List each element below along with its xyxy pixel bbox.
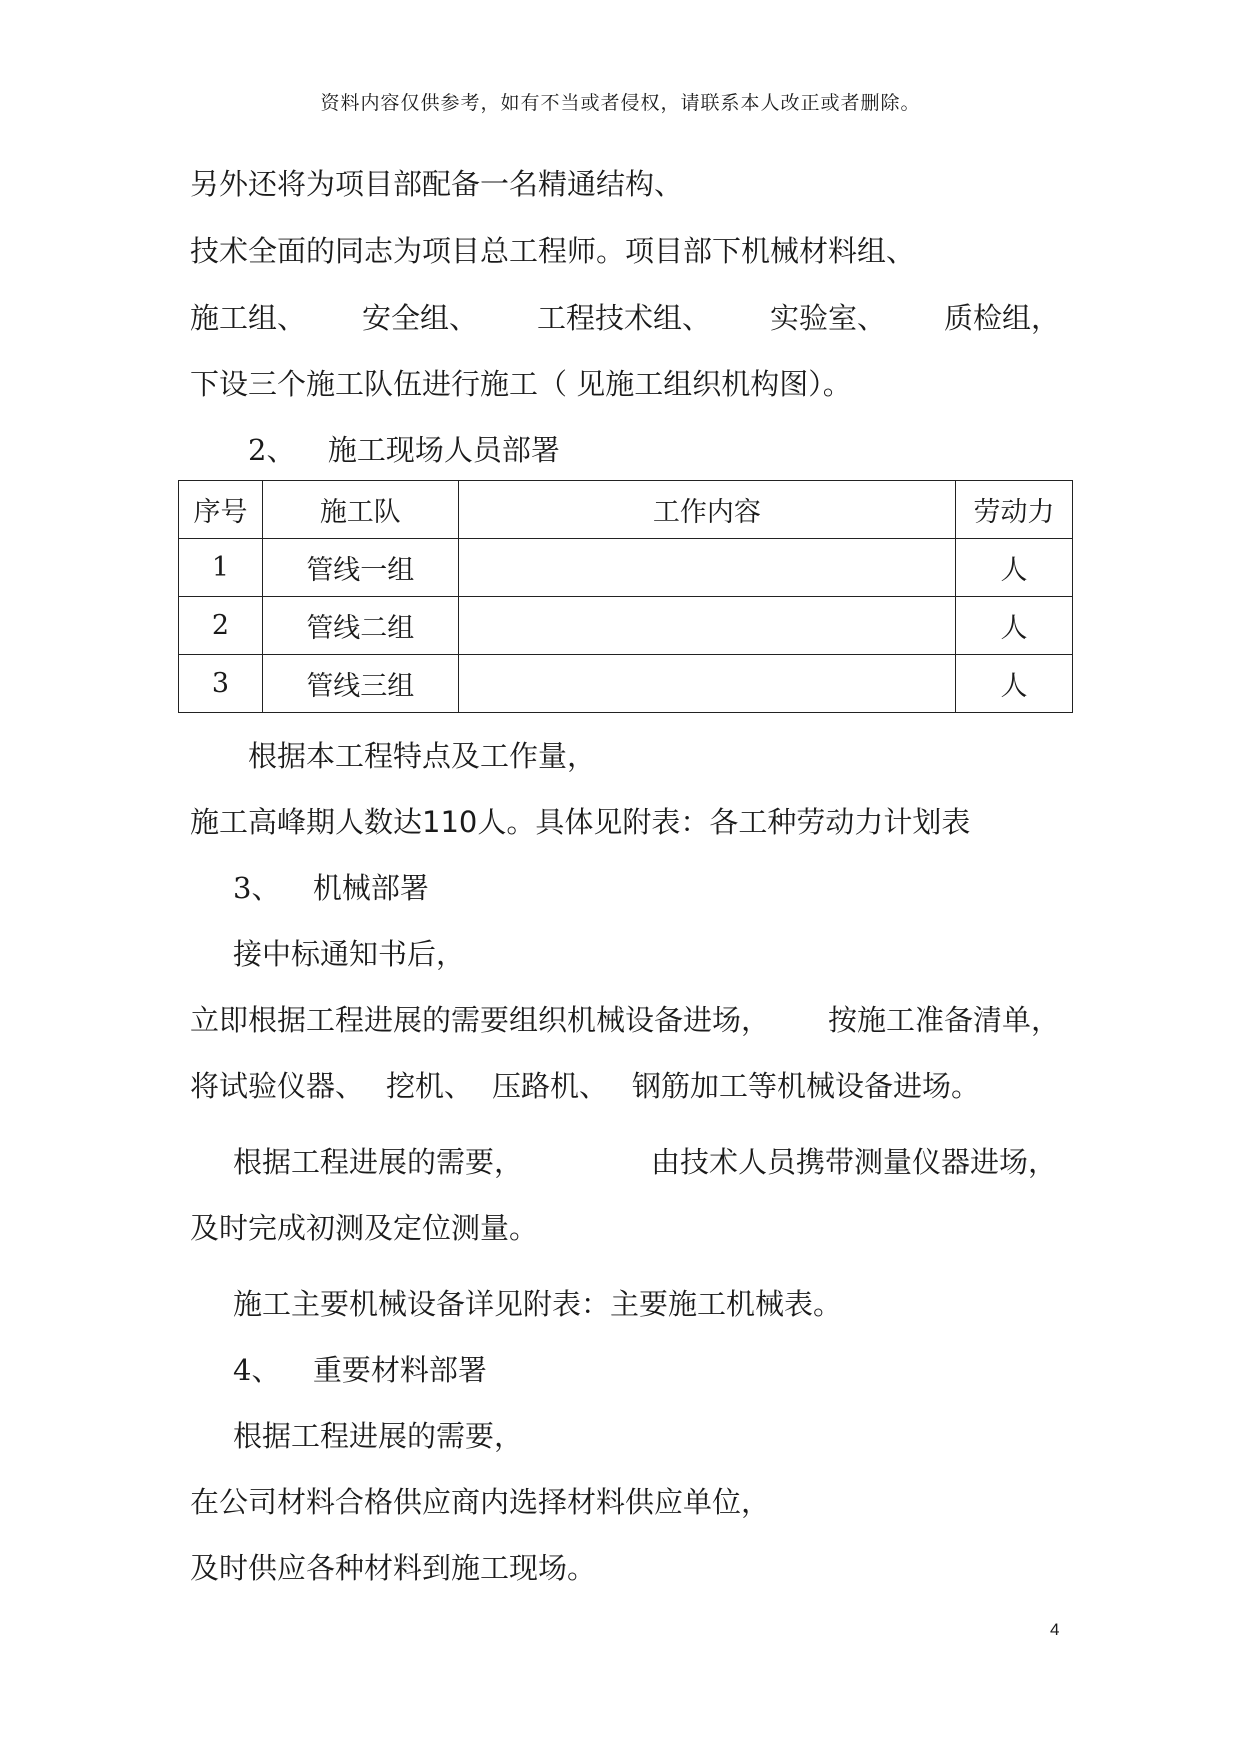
cell-content bbox=[458, 655, 955, 713]
section-heading bbox=[233, 870, 429, 906]
column-header: 序号 bbox=[179, 481, 263, 539]
page-number: 4 bbox=[1050, 1620, 1060, 1639]
paragraph-line: 技术全面的同志为项目总工程师。项目部下机械材料组、 bbox=[190, 234, 916, 268]
paragraph-line: 及时供应各种材料到施工现场。 bbox=[190, 1551, 597, 1585]
page-header-disclaimer: 资料内容仅供参考，如有不当或者侵权，请联系本人改正或者删除。 bbox=[320, 92, 921, 114]
cell-content bbox=[458, 539, 955, 597]
paragraph-line: 施工高峰期人数达110人。具体见附表：各工种劳动力计划表 bbox=[190, 805, 971, 839]
table-row bbox=[179, 597, 1073, 655]
cell-number: 1 bbox=[179, 539, 263, 597]
cell-number: 2 bbox=[179, 597, 263, 655]
section-number: 2、 bbox=[248, 433, 296, 467]
section-number: 4、 bbox=[233, 1353, 281, 1387]
section-heading bbox=[248, 432, 560, 468]
paragraph-line: 在公司材料合格供应商内选择材料供应单位， bbox=[190, 1485, 771, 1519]
section-title: 施工现场人员部署 bbox=[327, 433, 560, 467]
cell-labor: 人 bbox=[956, 655, 1073, 713]
labor-table bbox=[178, 480, 1073, 713]
text-segment: 根据工程进展的需要， bbox=[233, 1145, 524, 1179]
paragraph-line: 根据本工程特点及工作量， bbox=[248, 739, 597, 773]
table-row bbox=[179, 539, 1073, 597]
paragraph-line: 下设三个施工队伍进行施工（ 见施工组织机构图）。 bbox=[190, 367, 852, 401]
section-title: 机械部署 bbox=[312, 871, 429, 905]
org-group: 施工组、 bbox=[190, 301, 307, 335]
section-title: 重要材料部署 bbox=[312, 1353, 487, 1387]
paragraph-line: 施工主要机械设备详见附表：主要施工机械表。 bbox=[233, 1287, 843, 1321]
text-segment: 立即根据工程进展的需要组织机械设备进场， bbox=[190, 1003, 771, 1037]
table-row bbox=[179, 655, 1073, 713]
cell-team: 管线一组 bbox=[262, 539, 458, 597]
paragraph-line: 及时完成初测及定位测量。 bbox=[190, 1211, 539, 1245]
org-group: 实验室、 bbox=[770, 301, 887, 335]
paragraph-line: 另外还将为项目部配备一名精通结构、 bbox=[190, 167, 684, 201]
section-number: 3、 bbox=[233, 871, 281, 905]
paragraph-line: 接中标通知书后， bbox=[233, 937, 466, 971]
cell-content bbox=[458, 597, 955, 655]
text-segment: 由技术人员携带测量仪器进场， bbox=[651, 1145, 1058, 1179]
column-header: 施工队 bbox=[262, 481, 458, 539]
table-header-row bbox=[179, 481, 1073, 539]
org-group: 工程技术组、 bbox=[537, 301, 712, 335]
column-header: 劳动力 bbox=[956, 481, 1073, 539]
cell-team: 管线二组 bbox=[262, 597, 458, 655]
cell-team: 管线三组 bbox=[262, 655, 458, 713]
equipment-item: 钢筋加工等机械设备进场。 bbox=[632, 1069, 981, 1103]
paragraph-line: 根据工程进展的需要， bbox=[233, 1419, 524, 1453]
org-group: 质检组， bbox=[944, 301, 1061, 335]
equipment-item: 压路机、 bbox=[492, 1069, 609, 1103]
org-group: 安全组、 bbox=[362, 301, 479, 335]
equipment-item: 挖机、 bbox=[386, 1069, 474, 1103]
section-heading bbox=[233, 1352, 487, 1388]
text-segment: 按施工准备清单， bbox=[828, 1003, 1061, 1037]
cell-labor: 人 bbox=[956, 597, 1073, 655]
cell-number: 3 bbox=[179, 655, 263, 713]
cell-labor: 人 bbox=[956, 539, 1073, 597]
equipment-item: 将试验仪器、 bbox=[190, 1069, 365, 1103]
column-header: 工作内容 bbox=[458, 481, 955, 539]
